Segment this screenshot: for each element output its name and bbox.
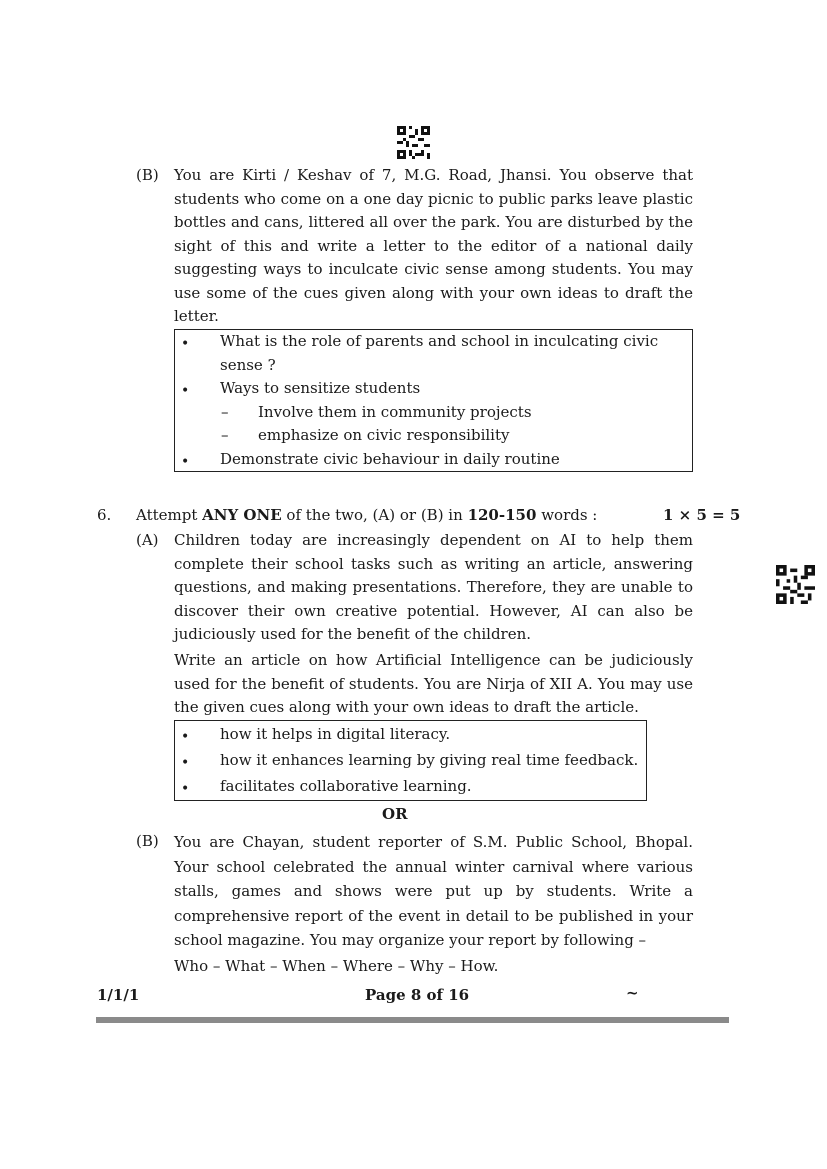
footer-mark: ~: [626, 984, 639, 1002]
bullet-icon: •: [181, 336, 190, 352]
q6a-cue-3: facilitates collaborative learning.: [220, 777, 472, 795]
dash-icon: –: [221, 402, 229, 421]
bullet-icon: •: [181, 781, 190, 797]
q6a-paragraph-2: Write an article on how Artificial Intelligence can be judiciously used for the benefit of students. You are Nirja of XII A. You may use the given cues along with your own ideas to draft the article.: [174, 651, 693, 716]
q6a-cue-2: how it enhances learning by giving real time feedback.: [220, 751, 639, 769]
q5b-cue-2-sub-2: emphasize on civic responsibility: [258, 426, 510, 444]
footer-rule: [96, 1017, 729, 1023]
bullet-icon: •: [181, 453, 190, 470]
q5b-cue-2-sub-1: Involve them in community projects: [258, 402, 532, 421]
bullet-icon: •: [181, 755, 190, 771]
q5b-cue-box: [174, 329, 693, 472]
q6-marks: 1 × 5 = 5: [663, 506, 741, 524]
bullet-icon: •: [181, 383, 190, 399]
bullet-icon: •: [181, 729, 190, 745]
q5b-text: You are Kirti / Keshav of 7, M.G. Road, Jhansi. You observe that students who come on a one day picnic to public parks leave plastic bottles and cans, littered all over the park. You are disturbed by the sight of this and write a letter to the editor of a national daily suggesting ways to inculcate civic sense among students. You may use some of the cues given along with your own ideas to draft the letter.: [174, 166, 693, 325]
footer-code: 1/1/1: [97, 986, 140, 1004]
or-separator: OR: [382, 805, 408, 823]
q6b-paragraph: You are Chayan, student reporter of S.M. Public School, Bhopal. Your school celebrated the annual winter carnival where various stalls, games and shows were put up by students. Write a comprehensive report of the event in detail to be published in your school magazine. You may organize your report by following –: [174, 833, 693, 949]
q6a-paragraph-1: Children today are increasingly dependent on AI to help them complete their school tasks such as writing an article, answering questions, and making presentations. Therefore, they are unable to discover their own creative potential. However, AI can also be judiciously used for the benefit of the children.: [174, 531, 693, 643]
q6a-label: (A): [136, 531, 159, 549]
dash-icon: –: [221, 426, 229, 444]
q5b-cue-3: Demonstrate civic behaviour in daily routine: [220, 449, 560, 468]
q6b-last-line: Who – What – When – Where – Why – How.: [174, 957, 499, 975]
q6a-cue-box: [174, 720, 647, 801]
page-number: Page 8 of 16: [365, 986, 470, 1004]
q6b-label: (B): [136, 832, 159, 850]
q5b-cue-2: Ways to sensitize students: [220, 379, 421, 397]
q6-instruction: Attempt ANY ONE of the two, (A) or (B) in 120-150 words :: [136, 506, 598, 524]
q6a-cue-1: how it helps in digital literacy.: [220, 725, 451, 743]
qr-code-side: [776, 565, 815, 604]
q5b-cue-1-line1: What is the role of parents and school in inculcating civic: [220, 332, 659, 350]
q6-number: 6.: [97, 506, 112, 524]
qr-code-top: [397, 126, 430, 159]
q5b-cue-1-line2: sense ?: [220, 355, 276, 374]
q5b-label: (B): [136, 166, 159, 184]
